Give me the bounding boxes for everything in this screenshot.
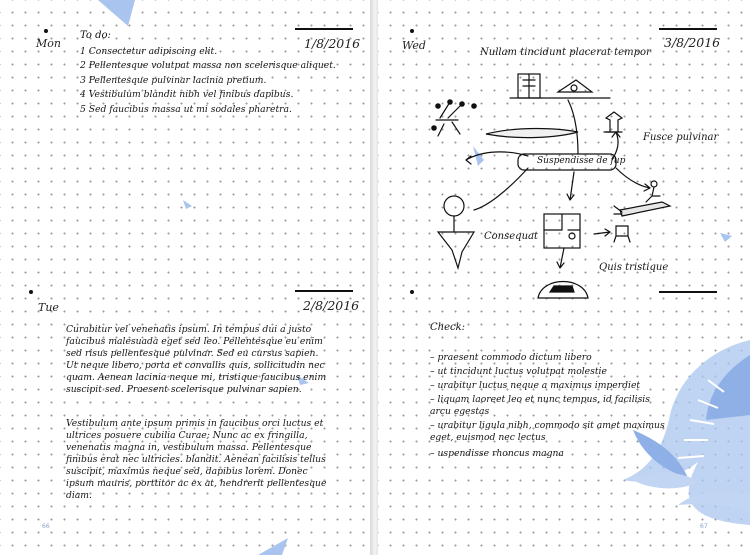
chair-drawing — [614, 226, 630, 242]
check-item: – praesent commodo dictum libero — [430, 352, 592, 363]
page-number-left: 66 — [42, 523, 50, 530]
tree-island-drawing — [438, 196, 474, 268]
day-label-wed: Wed — [402, 39, 426, 52]
paragraph-line: venenatis magna in, vestibulum massa. Pellentesque — [66, 442, 312, 453]
todo-item: 5 Sed faucibus massa ut mi sodales pharetra. — [80, 104, 292, 115]
tower-drawing — [432, 100, 476, 136]
date-wed: 3/8/2016 — [664, 35, 721, 50]
paragraph-line: quam. Aenean lacinia neque mi, tristique faucibus enim — [66, 372, 327, 383]
sketch-title: Nullam tincidunt placerat tempor — [480, 47, 651, 58]
mind-map-sketch — [378, 0, 750, 555]
paragraph-line: sed risus pellentesque pulvinar. Sed eu cursus sapien. — [66, 348, 319, 359]
day-bullet-dot — [44, 29, 48, 33]
statue-drawing — [604, 112, 622, 132]
todo-item: 1 Consectetur adipiscing elit. — [80, 46, 218, 57]
sketch-label-fusce: Fusce pulvinar — [643, 132, 719, 143]
day-label-mon: Mon — [36, 37, 61, 50]
sketch-label-consequat: Consequat — [484, 231, 538, 242]
check-item: eget, euismod nec lectus — [430, 432, 546, 443]
house-drawing — [510, 74, 610, 98]
check-item: – urabitur luctus neque a maximus imperdiet — [430, 380, 641, 391]
day-bullet-dot — [29, 290, 33, 294]
date-rule-mon — [295, 28, 353, 30]
todo-item: 3 Pellentesque pulvinar lacinia pretium. — [80, 75, 267, 86]
todo-item: 4 Vestibulum blandit nibh vel finibus dapibus. — [80, 89, 294, 100]
todo-heading: To do: — [80, 30, 111, 41]
date-mon: 1/8/2016 — [304, 36, 361, 51]
paragraph-line: Ut neque libero, porta et convallis quis, sollicitudin nec — [66, 360, 325, 371]
paragraph-line: suscipit sed. Praesent scelerisque pulvinar sapien. — [66, 384, 302, 395]
floorplan-drawing — [544, 214, 580, 248]
check-heading: Check: — [430, 322, 466, 333]
day-label-tue: Tue — [38, 301, 59, 314]
cloud-band-drawing — [486, 129, 578, 138]
left-page — [0, 0, 372, 555]
check-item: – liquam laoreet leo et nunc tempus, id facilisis — [430, 394, 650, 405]
paragraph-line: Curabitur vel venenatis ipsum. In tempus dui a justo — [66, 324, 312, 335]
center-node-label: Suspendisse de fup — [537, 156, 626, 166]
dome-drawing — [538, 282, 588, 299]
paragraph-line: diam. — [66, 490, 92, 501]
check-item: arcu egestas — [430, 406, 490, 417]
paragraph-line: suscipit, maximus neque sed, dapibus lorem. Donec — [66, 466, 308, 477]
page-number-right: 67 — [700, 523, 708, 530]
blue-petal-shape — [183, 200, 192, 209]
paragraph-line: faucibus malesuada eget sed leo. Pellentesque eu enim — [66, 336, 323, 347]
paragraph-line: ipsum mauris, porttitor ac ex at, hendrerit pellentesque — [66, 478, 327, 489]
blue-brush-stroke — [258, 538, 288, 555]
check-item: – ut tincidunt luctus volutpat molestie — [430, 366, 607, 377]
date-rule-check — [659, 291, 717, 293]
sketch-label-quis: Quis tristique — [599, 262, 669, 273]
check-item: – uspendisse rhoncus magna — [430, 448, 564, 459]
date-rule-tue — [295, 290, 353, 292]
date-tue: 2/8/2016 — [303, 298, 360, 313]
paragraph-line: finibus erat nec ultricies. blandit. Aenean facilisis tellus — [66, 454, 326, 465]
todo-item: 2 Pellentesque volutpat massa non scelerisque aliquet. — [80, 60, 336, 71]
right-page — [378, 0, 750, 555]
day-bullet-dot — [410, 290, 414, 294]
paragraph-line: ultrices posuere cubilia Curae; Nunc ac ex fringilla, — [66, 430, 308, 441]
paragraph-line: Vestibulum ante ipsum primis in faucibus orci luctus et — [66, 418, 324, 429]
check-item: – urabitur ligula nibh, commodo sit amet maximus — [430, 420, 665, 431]
blue-brush-stroke — [98, 0, 135, 26]
